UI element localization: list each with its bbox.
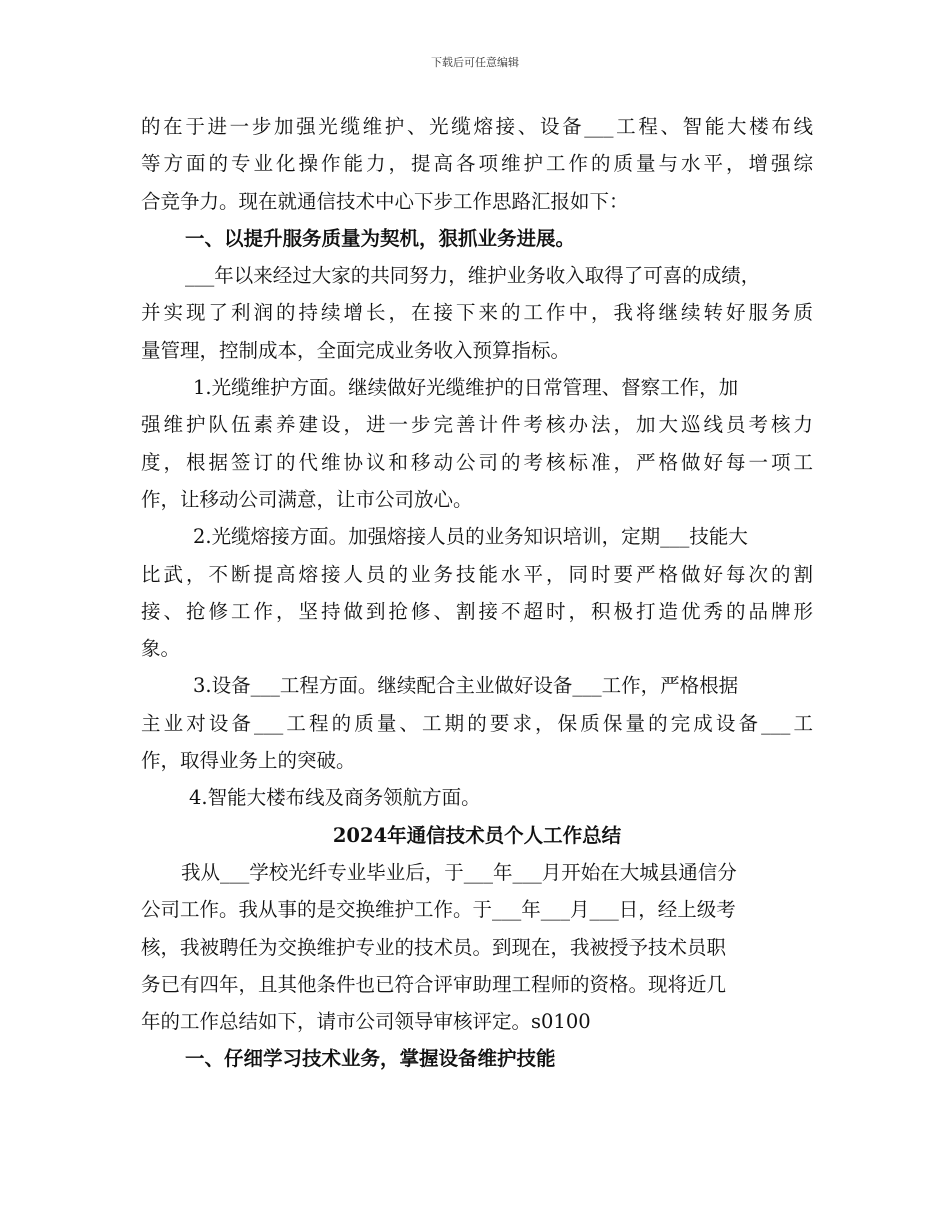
list-item-line: 1.光缆维护方面。继续做好光缆维护的日常管理、督察工作，加 <box>193 376 739 400</box>
list-item-line: 4.智能大楼布线及商务领航方面。 <box>189 786 481 810</box>
body-line: 接、抢修工作，坚持做到抢修、割接不超时，积极打造优秀的品牌形 <box>141 599 813 623</box>
body-line: 量管理，控制成本，全面完成业务收入预算指标。 <box>141 338 571 362</box>
section-heading: 一、以提升服务质量为契机，狠抓业务进展。 <box>185 226 576 250</box>
body-line: 等方面的专业化操作能力，提高各项维护工作的质量与水平，增强综 <box>141 152 813 176</box>
body-line: 比武，不断提高熔接人员的业务技能水平，同时要严格做好每次的割 <box>141 562 813 586</box>
page-header-note: 下载后可任意编辑 <box>431 56 519 69</box>
body-line: 核，我被聘任为交换维护专业的技术员。到现在，我被授予技术员职 <box>141 935 727 959</box>
body-line: 务已有四年，且其他条件也已符合评审助理工程师的资格。现将近几 <box>141 972 727 996</box>
body-line: 年的工作总结如下，请市公司领导审核评定。s0100 <box>141 1010 591 1034</box>
body-line: 作，让移动公司满意，让市公司放心。 <box>141 487 473 511</box>
document-body <box>141 108 813 1078</box>
body-line: 主业对设备___工程的质量、工期的要求，保质保量的完成设备___工 <box>141 711 813 735</box>
list-item-line: 2.光缆熔接方面。加强熔接人员的业务知识培训，定期___技能大 <box>193 525 748 549</box>
body-line: 合竞争力。现在就通信技术中心下步工作思路汇报如下： <box>141 189 629 213</box>
body-line: ___年以来经过大家的共同努力，维护业务收入取得了可喜的成绩， <box>185 264 761 288</box>
body-line: 象。 <box>141 637 181 661</box>
section-heading: 一、仔细学习技术业务，掌握设备维护技能 <box>185 1047 556 1071</box>
list-item-line: 3.设备___工程方面。继续配合主业做好设备___工作，严格根据 <box>193 674 739 698</box>
body-line: 度，根据签订的代维协议和移动公司的考核标准，严格做好每一项工 <box>141 450 813 474</box>
body-line: 强维护队伍素养建设，进一步完善计件考核办法，加大巡线员考核力 <box>141 413 813 437</box>
body-line: 并实现了利润的持续增长，在接下来的工作中，我将继续转好服务质 <box>141 301 813 325</box>
body-line: 作，取得业务上的突破。 <box>141 749 356 773</box>
body-line: 的在于进一步加强光缆维护、光缆熔接、设备___工程、智能大楼布线 <box>141 115 813 138</box>
document-title: 2024年通信技术员个人工作总结 <box>332 823 622 847</box>
body-line: 公司工作。我从事的是交换维护工作。于___年___月___日，经上级考 <box>141 898 736 922</box>
body-line: 我从___学校光纤专业毕业后，于___年___月开始在大城县通信分 <box>181 860 737 884</box>
